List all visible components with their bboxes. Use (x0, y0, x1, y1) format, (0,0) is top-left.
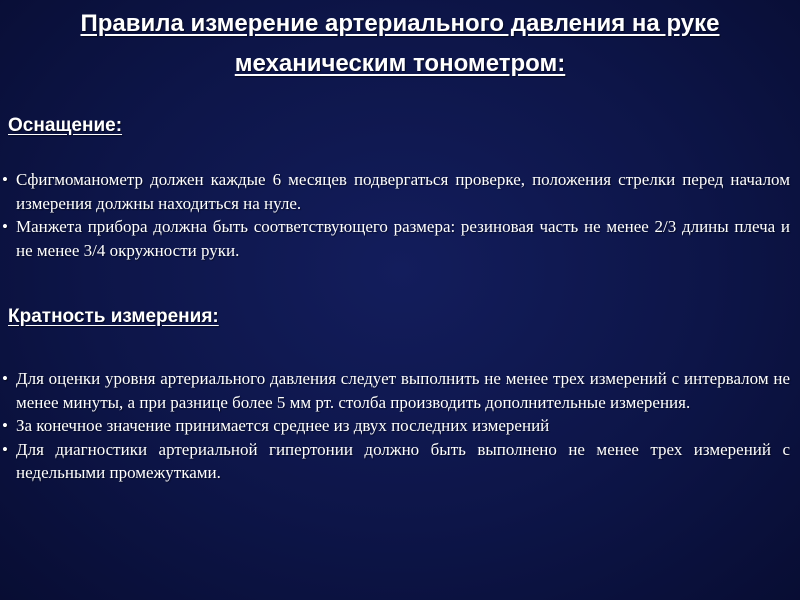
bullet-icon: • (2, 369, 8, 388)
equipment-list (2, 168, 790, 262)
slide-title: Правила измерение артериального давления на руке механическим тонометром: (80, 10, 720, 77)
section-heading-frequency: Кратность измерения: (8, 306, 219, 327)
list-item-text: За конечное значение принимается среднее из двух последних измерений (16, 416, 550, 435)
list-item (2, 367, 790, 414)
bullet-icon: • (2, 170, 8, 189)
bullet-icon: • (2, 416, 8, 435)
bullet-icon: • (2, 439, 8, 459)
list-item (2, 168, 790, 215)
list-item (2, 414, 790, 438)
list-item (2, 215, 790, 262)
bullet-icon: • (2, 217, 8, 236)
list-item-text: Для диагностики артериальной гипертонии должно быть выполнено не менее трех измерений с недельными промежутками. (16, 439, 790, 482)
list-item-text: Манжета прибора должна быть соответствующего размера: резиновая часть не менее 2/3 длины плеча и не менее 3/4 окружности руки. (16, 217, 790, 260)
section-heading-equipment: Оснащение: (8, 115, 123, 136)
list-item-text: Сфигмоманометр должен каждые 6 месяцев подвергаться проверке, положения стрелки перед началом измерения должны находиться на нуле. (16, 170, 790, 213)
list-item (2, 438, 790, 485)
list-item-text: Для оценки уровня артериального давления следует выполнить не менее трех измерений с интервалом не менее минуты, а при разнице более 5 мм рт. столба производить дополнительные измерения. (16, 369, 790, 412)
frequency-list (2, 367, 790, 485)
